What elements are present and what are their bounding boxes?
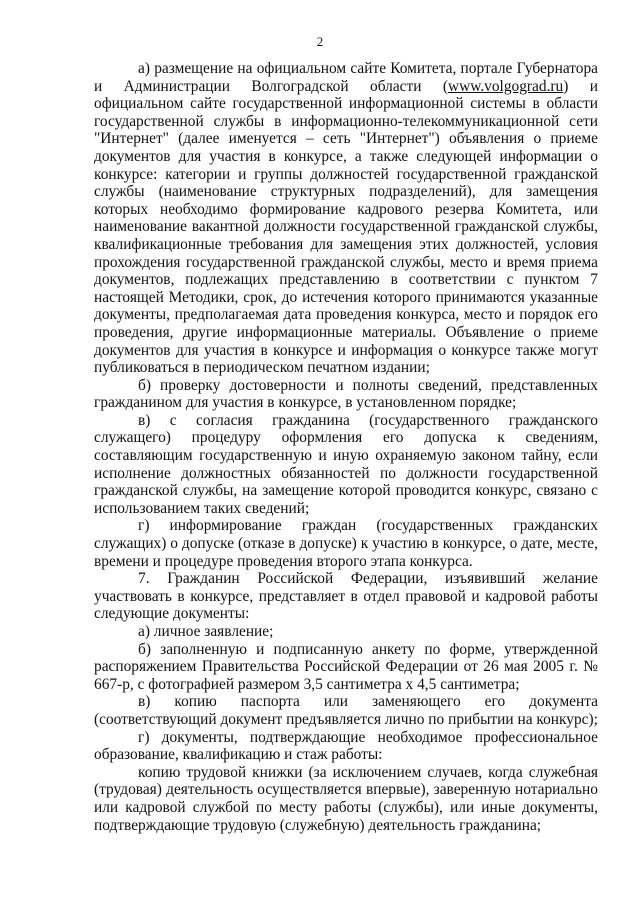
list-item-work-record: копию трудовой книжки (за исключением случаев, когда служебная (трудовая) деятельность осуществляется впервые), заверенную нотариально или кадровой службой по месту работы (службы), или иные документы, подтверждающие трудовую (служебную) деятельность гражданина;: [94, 763, 598, 834]
list-item-education-docs: г) документы, подтверждающие необходимое профессиональное образование, квалификацию и стаж работы:: [94, 728, 598, 764]
paragraph-v-clearance: в) с согласия гражданина (государственного гражданского служащего) процедуру оформления его допуска к сведениям, составляющим государственную и иную охраняемую законом тайну, если исполнение должностных обязанностей по должности государственной гражданской службы, на замещение которой проводится конкурс, связано с использованием таких сведений;: [94, 411, 598, 517]
list-item-application: а) личное заявление;: [138, 623, 274, 640]
paragraph-text: ) и официальном сайте государственной информационной системы в области государственной службы в информационно-телекоммуникационной сети "Интернет" (далее именуется – сеть "Интернет") объявления о приеме документов для участия в конкурсе, а также следующей информации о конкурсе: категории и группы должностей государственной гражданской службы (наименование структурных подразделений), для замещения которых необходимо формирование кадрового резерва Комитета, или наименование вакантной должности государственной гражданской службы, квалификационные требования для замещения этих должностей, условия прохождения государственной гражданской службы, место и время приема документов, подлежащих представлению в соответствии с пунктом 7 настоящей Методики, срок, до истечения которого принимаются указанные документы, предполагаемая дата проведения конкурса, место и порядок его проведения, другие информационные материалы. Объявление о приеме документов для участия в конкурсе и информация о конкурсе также могут публиковаться в периодическом печатном издании;: [94, 77, 598, 377]
list-item-questionnaire: б) заполненную и подписанную анкету по форме, утвержденной распоряжением Правительства Российской Федерации от 26 мая 2005 г. № 667-р, с фотографией размером 3,5 сантиметра х 4,5 сантиметра;: [94, 640, 598, 693]
paragraph-g-notification: г) информирование граждан (государственных гражданских служащих) о допуске (отказе в допуске) к участию в конкурсе, о дате, месте, времени и процедуре проведения второго этапа конкурса.: [94, 517, 598, 570]
paragraph-text: а) размещение на официальном сайте Комитета, портале Губернатора и Администрации Волгоградской области (: [94, 60, 598, 95]
list-item-passport: в) копию паспорта или заменяющего его документа (соответствующий документ предъявляется лично по прибытии на конкурс);: [94, 693, 598, 728]
document-body: [94, 60, 598, 834]
page-number: 2: [316, 34, 324, 49]
paragraph-a-publication: [94, 60, 598, 377]
paragraph-b-verification: б) проверку достоверности и полноты сведений, представленных гражданином для участия в конкурсе, в установленном порядке;: [94, 376, 598, 412]
website-link[interactable]: www.volgograd.ru: [447, 77, 564, 95]
paragraph-7-documents: 7. Гражданин Российской Федерации, изъявивший желание участвовать в конкурсе, представляет в отдел правовой и кадровой работы следующие документы:: [94, 570, 598, 623]
